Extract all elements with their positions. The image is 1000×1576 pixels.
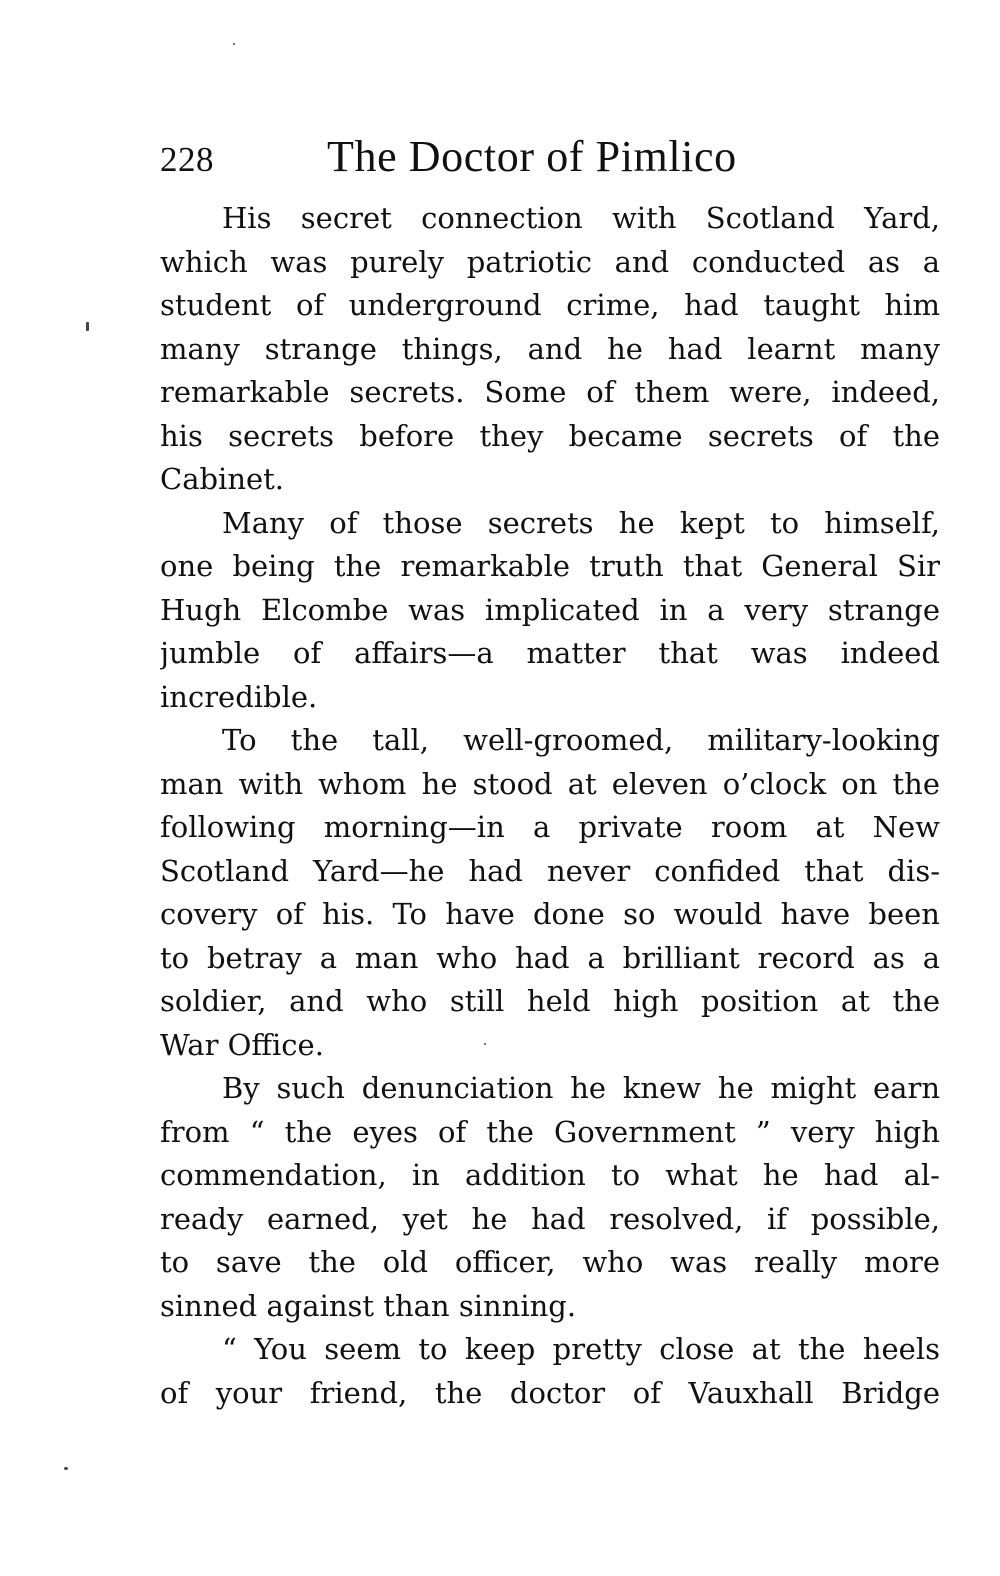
- text-line: his secrets before they became secrets of the: [160, 418, 940, 453]
- paragraph-1: [160, 197, 940, 502]
- text-line: remarkable secrets. Some of them were, indeed,: [160, 375, 940, 409]
- running-head: [160, 132, 940, 192]
- paragraph-5: [160, 1328, 940, 1415]
- text-line: to betray a man who had a brilliant record as a: [160, 940, 940, 975]
- text-line: By such denunciation he knew he might earn: [222, 1071, 940, 1105]
- paragraph-2: [160, 502, 940, 720]
- text-line: to save the old officer, who was really more: [160, 1245, 940, 1279]
- text-line: covery of his. To have done so would have been: [160, 897, 940, 931]
- scan-speck: [64, 1467, 68, 1470]
- text-line: ready earned, yet he had resolved, if possible,: [160, 1201, 940, 1236]
- scan-speck: [233, 43, 235, 45]
- text-line: sinned against than sinning.: [160, 1288, 577, 1323]
- text-line: Many of those secrets he kept to himself,: [222, 505, 940, 540]
- text-line: Scotland Yard—he had never confided that dis-: [160, 853, 940, 888]
- paragraph-4: [160, 1067, 940, 1328]
- text-line: His secret connection with Scotland Yard,: [222, 201, 940, 235]
- text-line: following morning—in a private room at New: [160, 810, 940, 844]
- text-line: Cabinet.: [160, 462, 285, 496]
- text-line: student of underground crime, had taught him: [160, 288, 940, 322]
- text-line: commendation, in addition to what he had al-: [160, 1158, 940, 1192]
- running-title: The Doctor of Pimlico: [327, 132, 737, 181]
- text-line: which was purely patriotic and conducted as a: [160, 244, 940, 279]
- scan-speck: [484, 1043, 486, 1045]
- text-line: many strange things, and he had learnt many: [160, 331, 940, 366]
- text-line: incredible.: [160, 679, 318, 714]
- text-line: of your friend, the doctor of Vauxhall Bridge: [160, 1375, 940, 1410]
- page-number: 228: [160, 140, 214, 179]
- paragraph-3: [160, 719, 940, 1067]
- text-line: To the tall, well-groomed, military-looking: [222, 723, 940, 757]
- text-line: War Office.: [160, 1027, 324, 1062]
- text-line: from “ the eyes of the Government ” very high: [160, 1114, 940, 1149]
- text-line: “ You seem to keep pretty close at the heels: [222, 1332, 940, 1366]
- text-line: man with whom he stood at eleven o’clock on the: [160, 766, 940, 801]
- text-line: one being the remarkable truth that General Sir: [160, 549, 940, 583]
- text-line: soldier, and who still held high position at the: [160, 984, 940, 1018]
- body-text: [160, 197, 940, 1415]
- text-line: jumble of affairs—a matter that was indeed: [160, 636, 940, 670]
- text-line: Hugh Elcombe was implicated in a very strange: [160, 592, 940, 627]
- scan-speck: [86, 322, 89, 331]
